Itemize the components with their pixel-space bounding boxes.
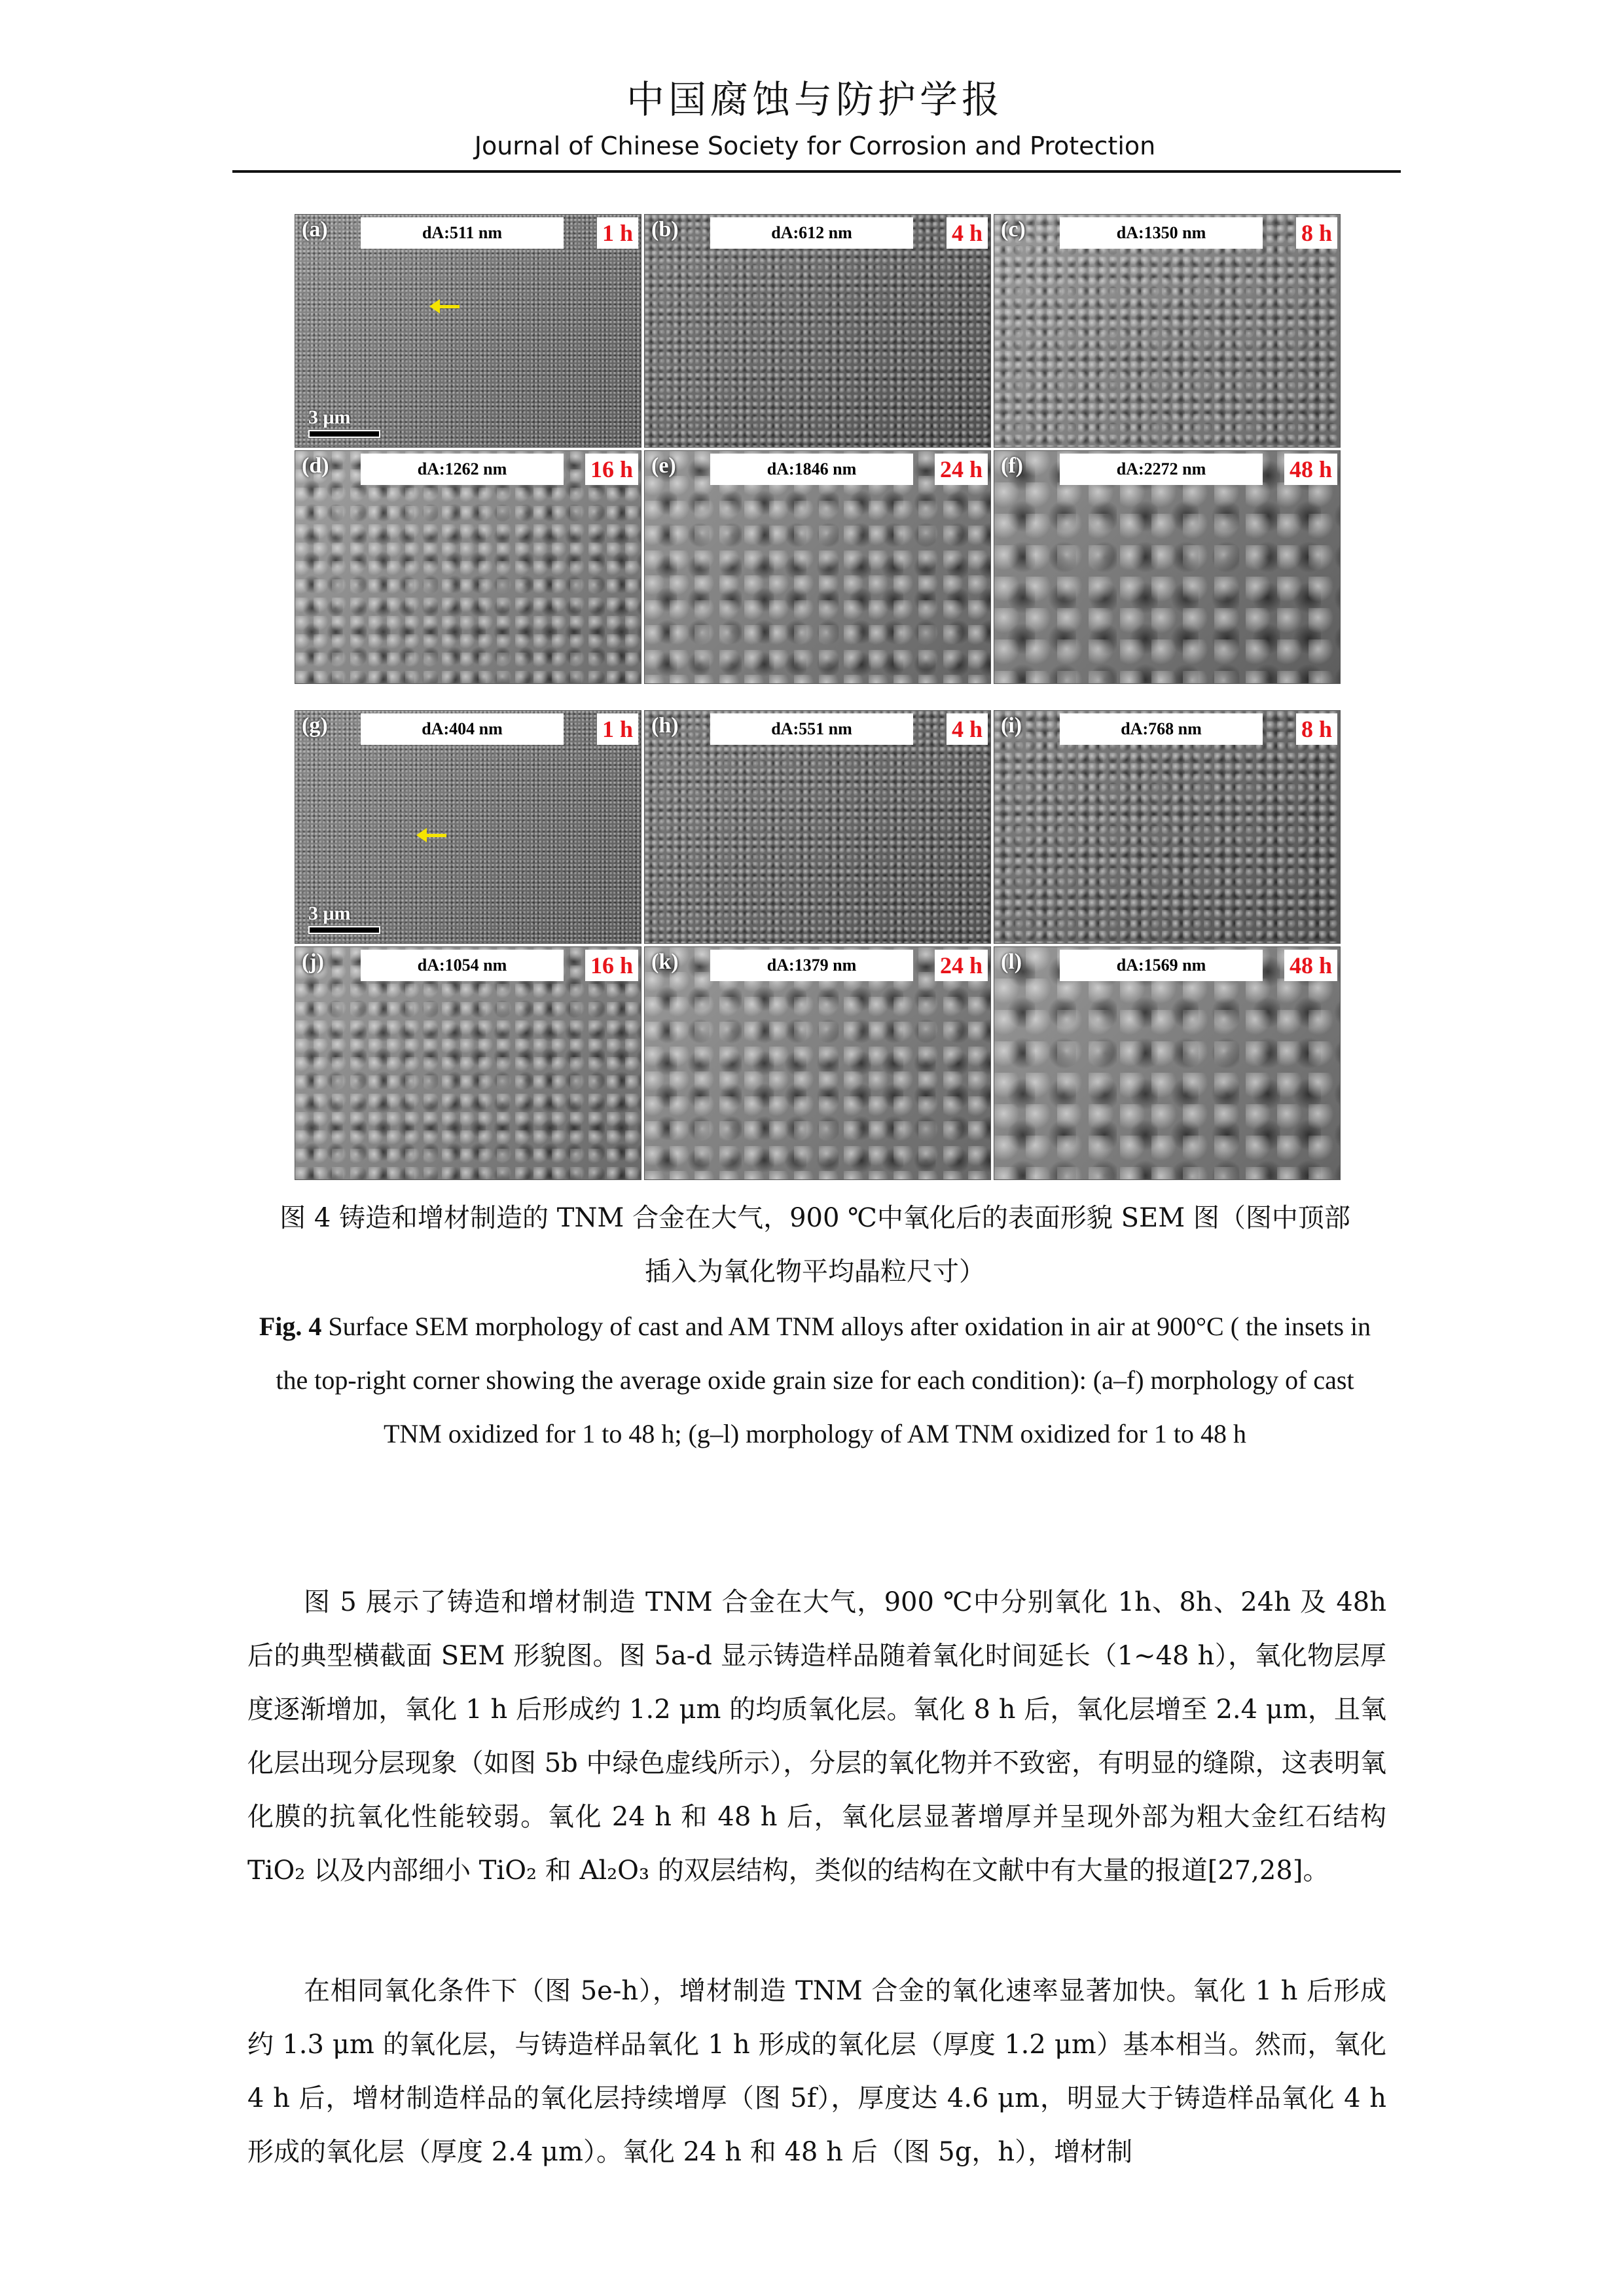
- grain-size-inset: dA:2272 nm: [1060, 454, 1263, 485]
- oxidation-time-label: 4 h: [947, 217, 988, 249]
- caption-cn-line2: 插入为氧化物平均晶粒尺寸）: [645, 1257, 985, 1287]
- sem-panel: [644, 450, 991, 684]
- scale-bar-line: [308, 926, 380, 934]
- scale-bar-label: 3 μm: [308, 903, 351, 924]
- sem-panel: [644, 710, 991, 944]
- figure-caption-en: [249, 1300, 1381, 1461]
- panel-label: (g): [302, 713, 328, 738]
- sem-panel: [644, 214, 991, 448]
- oxidation-time-label: 16 h: [585, 950, 638, 981]
- oxidation-time-label: 1 h: [597, 217, 638, 249]
- figure-caption-cn: [249, 1191, 1381, 1299]
- panel-label: (l): [1001, 950, 1022, 974]
- panel-label: (a): [302, 217, 328, 242]
- oxidation-time-label: 48 h: [1284, 950, 1337, 981]
- grain-size-inset: dA:1054 nm: [361, 950, 564, 981]
- sem-panel: [295, 946, 641, 1180]
- panel-label: (i): [1001, 713, 1022, 738]
- header-rule: [232, 170, 1401, 173]
- sem-panel: [295, 214, 641, 448]
- journal-title-en: Journal of Chinese Society for Corrosion and Protection: [474, 132, 1156, 160]
- scale-bar: [308, 406, 380, 438]
- panel-label: (j): [302, 950, 324, 974]
- grain-size-inset: dA:1262 nm: [361, 454, 564, 485]
- caption-en-label: Fig. 4: [259, 1312, 322, 1341]
- arrow-left-icon: [429, 303, 460, 310]
- journal-title-cn: 中国腐蚀与防护学报: [626, 77, 1003, 122]
- arrow-left-icon: [416, 832, 446, 838]
- oxidation-time-label: 16 h: [585, 454, 638, 485]
- grain-size-inset: dA:612 nm: [710, 217, 913, 249]
- scale-bar-label: 3 μm: [308, 406, 351, 428]
- sem-panel: [644, 946, 991, 1180]
- oxidation-time-label: 8 h: [1296, 217, 1337, 249]
- paragraph-text: 在相同氧化条件下（图 5e-h），增材制造 TNM 合金的氧化速率显著加快。氧化 1 h 后形成约 1.3 μm 的氧化层，与铸造样品氧化 1 h 形成的氧化层（厚度 1.2 μm）基本相当。然而，氧化 4 h 后，增材制造样品的氧化层持续增厚（图 5f），厚度达 4.6 μm，明显大于铸造样品氧化 4 h 形成的氧化层（厚度 2.4 μm）。氧化 24 h 和 48 h 后（图 5g，h），增材制: [247, 1976, 1386, 2167]
- sem-panel: [295, 710, 641, 944]
- body-paragraph-2: [247, 1964, 1386, 2179]
- grain-size-inset: dA:551 nm: [710, 713, 913, 745]
- paragraph-text: 图 5 展示了铸造和增材制造 TNM 合金在大气，900 ℃中分别氧化 1h、8h、24h 及 48h 后的典型横截面 SEM 形貌图。图 5a-d 显示铸造样品随着氧化时间延长（1~48 h），氧化物层厚度逐渐增加，氧化 1 h 后形成约 1.2 μm 的均质氧化层。氧化 8 h 后，氧化层增至 2.4 μm，且氧化层出现分层现象（如图 5b 中绿色虚线所示），分层的氧化物并不致密，有明显的缝隙，这表明氧化膜的抗氧化性能较弱。氧化 24 h 和 48 h 后，氧化层显著增厚并呈现外部为粗大金红石结构 TiO₂ 以及内部细小 TiO₂ 和 Al₂O₃ 的双层结构，类似的结构在文献中有大量的报道[27,28]。: [247, 1587, 1386, 1886]
- oxidation-time-label: 48 h: [1284, 454, 1337, 485]
- sem-panel: [994, 710, 1341, 944]
- panel-label: (e): [651, 454, 676, 478]
- grain-size-inset: dA:768 nm: [1060, 713, 1263, 745]
- scale-bar-line: [308, 430, 380, 438]
- caption-cn-line1: 图 4 铸造和增材制造的 TNM 合金在大气，900 ℃中氧化后的表面形貌 SEM 图（图中顶部: [280, 1203, 1350, 1233]
- scale-bar: [308, 903, 380, 934]
- grain-size-inset: dA:1379 nm: [710, 950, 913, 981]
- grain-size-inset: dA:1846 nm: [710, 454, 913, 485]
- panel-label: (h): [651, 713, 679, 738]
- panel-label: (f): [1001, 454, 1023, 478]
- oxidation-time-label: 4 h: [947, 713, 988, 745]
- panel-label: (c): [1001, 217, 1026, 242]
- oxidation-time-label: 1 h: [597, 713, 638, 745]
- sem-panel: [994, 450, 1341, 684]
- oxidation-time-label: 24 h: [935, 950, 988, 981]
- oxidation-time-label: 8 h: [1296, 713, 1337, 745]
- sem-panel: [295, 450, 641, 684]
- panel-label: (b): [651, 217, 679, 242]
- journal-header: [232, 72, 1398, 165]
- grain-size-inset: dA:1569 nm: [1060, 950, 1263, 981]
- grain-size-inset: dA:511 nm: [361, 217, 564, 249]
- panel-label: (k): [651, 950, 679, 974]
- sem-panel: [994, 214, 1341, 448]
- caption-en-text: Surface SEM morphology of cast and AM TNM alloys after oxidation in air at 900°C ( the insets in the top-right corner showing the average oxide grain size for each condition): (a–f) morphology of cast TNM oxidized for 1 to 48 h; (g–l) morphology of AM TNM oxidized for 1 to 48 h: [276, 1312, 1371, 1448]
- panel-label: (d): [302, 454, 329, 478]
- oxidation-time-label: 24 h: [935, 454, 988, 485]
- body-paragraph-1: [247, 1575, 1386, 1897]
- grain-size-inset: dA:404 nm: [361, 713, 564, 745]
- grain-size-inset: dA:1350 nm: [1060, 217, 1263, 249]
- sem-panel: [994, 946, 1341, 1180]
